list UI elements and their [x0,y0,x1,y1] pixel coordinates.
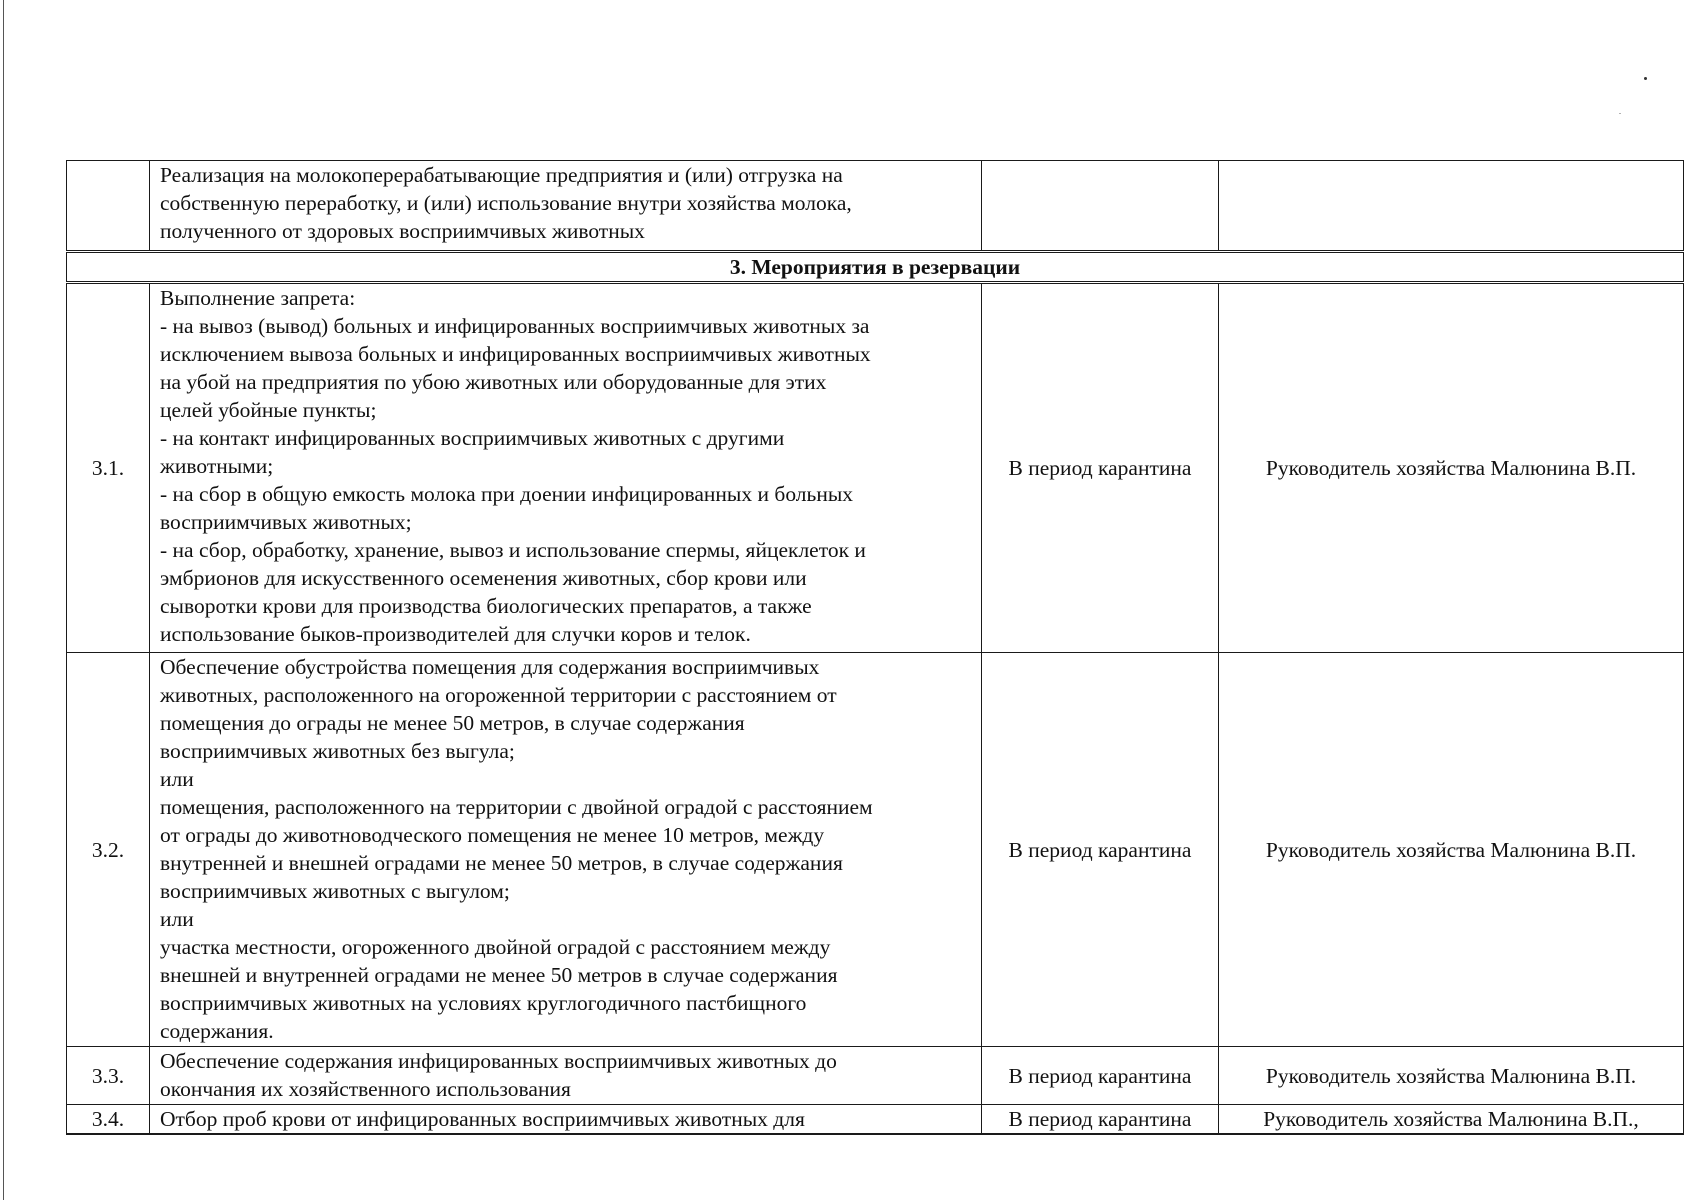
table-row-3-4 [67,1105,1684,1135]
text-line: целей убойные пункты; [160,398,377,422]
scan-speck [1644,77,1647,80]
text-line: помещения до ограды не менее 50 метров, в случае содержания [160,711,745,735]
period-cell [982,161,1219,252]
period-cell: В период карантина [982,653,1219,1047]
scan-speck [1619,113,1621,114]
text-line: животными; [160,454,274,478]
text-line: окончания их хозяйственного использования [160,1077,571,1101]
period-cell: В период карантина [982,1047,1219,1105]
text-line: собственную переработку, и (или) использование внутри хозяйства молока, [160,191,852,215]
responsible-cell [1219,161,1684,252]
period-cell: В период карантина [982,283,1219,653]
text-line: участка местности, огороженного двойной оградой с расстоянием между [160,935,831,959]
text-line: Обеспечение содержания инфицированных восприимчивых животных до [160,1049,837,1073]
section-header-row [67,252,1684,283]
measure-text [150,653,982,1047]
responsible-cell: Руководитель хозяйства Малюнина В.П. [1219,653,1684,1047]
responsible-cell: Руководитель хозяйства Малюнина В.П., [1219,1105,1684,1135]
text-line: Отбор проб крови от инфицированных восприимчивых животных для [160,1107,805,1131]
period-cell: В период карантина [982,1105,1219,1135]
text-line: от ограды до животноводческого помещения не менее 10 метров, между [160,823,825,847]
row-number [67,161,150,252]
table-row-3-2 [67,653,1684,1047]
text-line: эмбрионов для искусственного осеменения животных, сбор крови или [160,566,807,590]
measure-text [150,161,982,252]
text-line: на убой на предприятия по убою животных или оборудованные для этих [160,370,827,394]
table-row-continuation [67,161,1684,252]
text-line: полученного от здоровых восприимчивых животных [160,219,645,243]
text-line: - на сбор, обработку, хранение, вывоз и использование спермы, яйцеклеток и [160,538,866,562]
table-row-3-1 [67,283,1684,653]
text-line: помещения, расположенного на территории с двойной оградой с расстоянием [160,795,873,819]
measure-text [150,283,982,653]
text-line: восприимчивых животных; [160,510,412,534]
scan-page-edge [3,0,4,1200]
responsible-cell: Руководитель хозяйства Малюнина В.П. [1219,283,1684,653]
text-line: Обеспечение обустройства помещения для содержания восприимчивых [160,655,820,679]
text-line: содержания. [160,1019,274,1043]
measure-text [150,1047,982,1105]
text-line: Выполнение запрета: [160,286,356,310]
text-line: - на контакт инфицированных восприимчивых животных с другими [160,426,785,450]
text-line: восприимчивых животных на условиях круглогодичного пастбищного [160,991,807,1015]
row-number: 3.1. [67,283,150,653]
text-line: внутренней и внешней оградами не менее 50 метров, в случае содержания [160,851,843,875]
text-line: исключением вывоза больных и инфицированных восприимчивых животных [160,342,871,366]
text-line: - на сбор в общую емкость молока при доении инфицированных и больных [160,482,854,506]
text-line: или [160,767,194,791]
section-title: 3. Мероприятия в резервации [67,252,1684,283]
text-line: - на вывоз (вывод) больных и инфицированных восприимчивых животных за [160,314,870,338]
text-line: животных, расположенного на огороженной территории с расстоянием от [160,683,837,707]
row-number: 3.3. [67,1047,150,1105]
text-line: использование быков-производителей для случки коров и телок. [160,622,751,646]
text-line: сыворотки крови для производства биологических препаратов, а также [160,594,812,618]
text-line: внешней и внутренней оградами не менее 50 метров в случае содержания [160,963,838,987]
row-number: 3.2. [67,653,150,1047]
text-line: восприимчивых животных без выгула; [160,739,515,763]
text-line: Реализация на молокоперерабатывающие предприятия и (или) отгрузка на [160,163,843,187]
measure-text [150,1105,982,1135]
text-line: восприимчивых животных с выгулом; [160,879,510,903]
table-row-3-3 [67,1047,1684,1105]
text-line: или [160,907,194,931]
measures-table [66,160,1684,1135]
responsible-cell: Руководитель хозяйства Малюнина В.П. [1219,1047,1684,1105]
row-number: 3.4. [67,1105,150,1135]
